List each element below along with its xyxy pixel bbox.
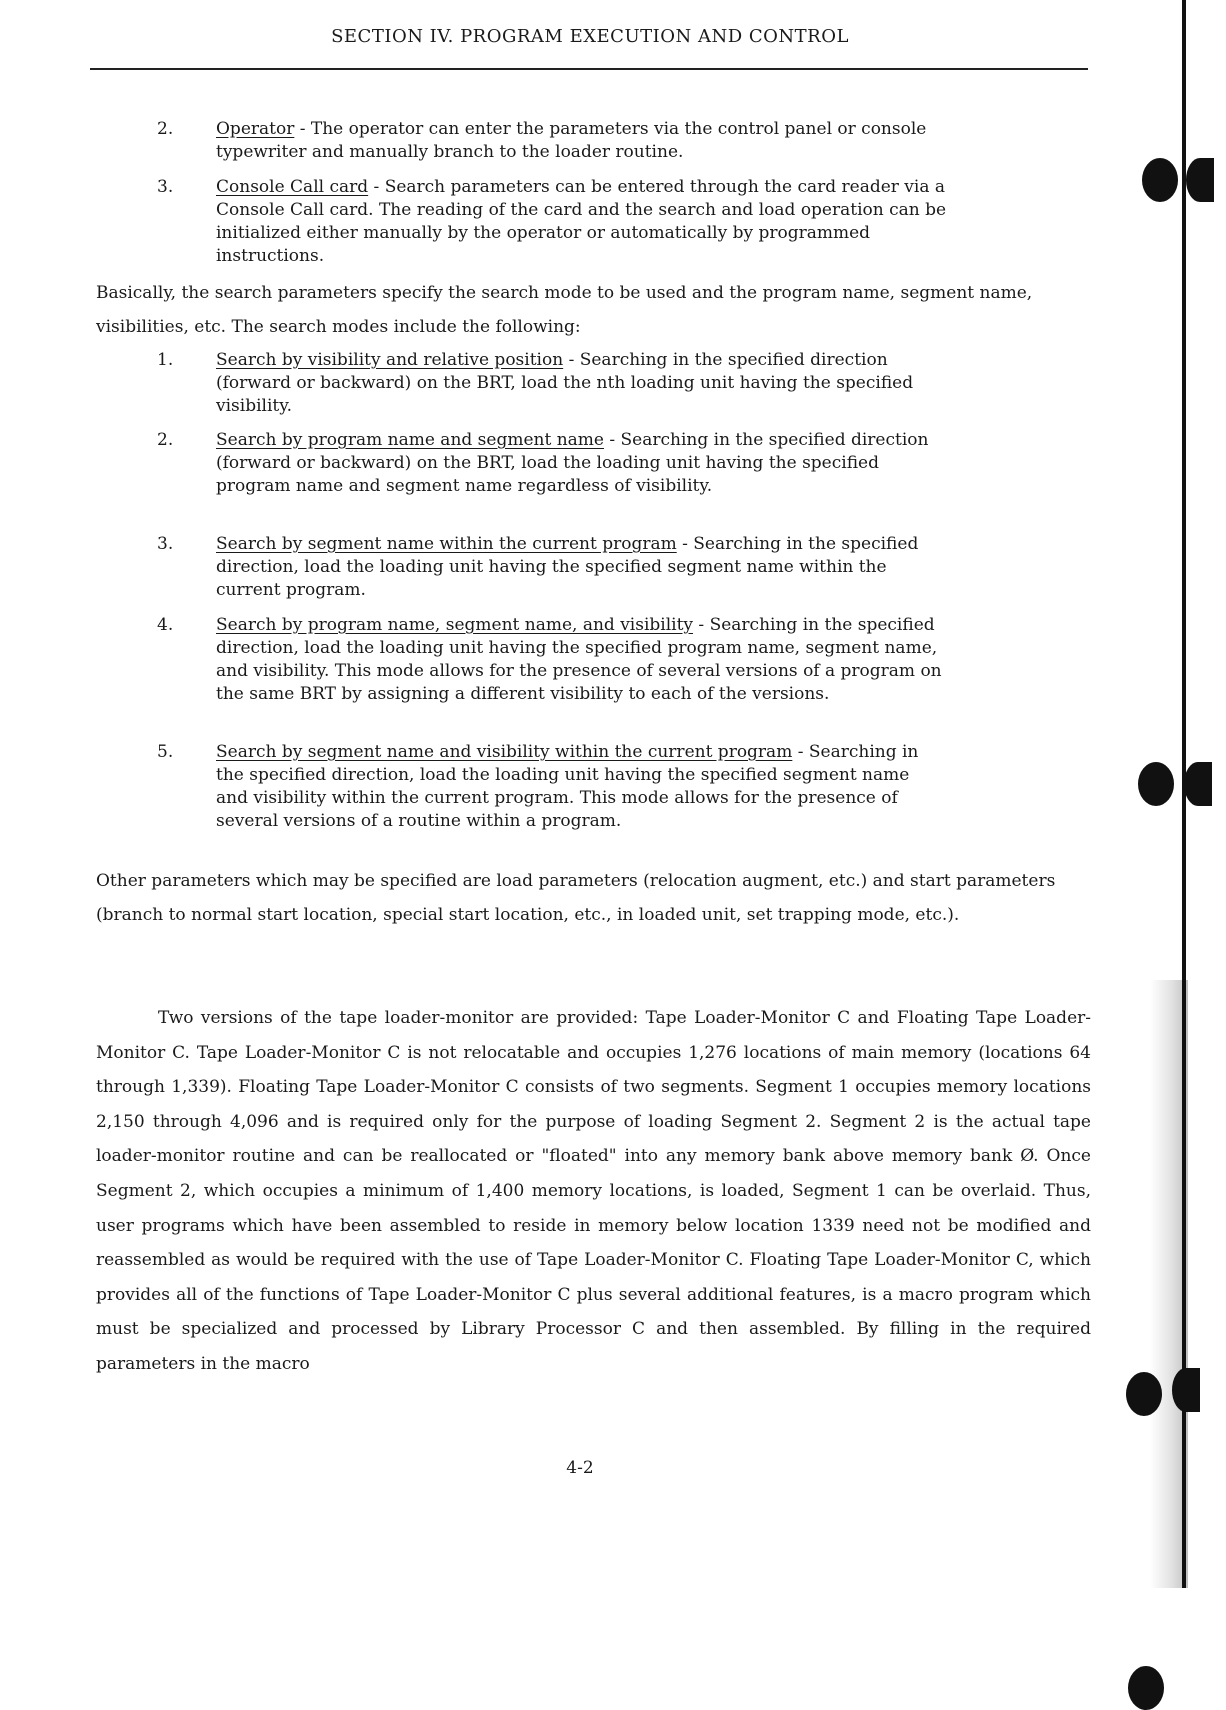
list-item-text: - Searching in the specified direction, load the loading unit having the specified segment name and visibility within the current program. This mode allows for the presence of several versions of a routine within a program. — [216, 742, 919, 831]
search-intro-paragraph — [96, 276, 1081, 344]
list-item-body — [216, 349, 941, 418]
other-parameters-paragraph — [96, 864, 1081, 932]
list-item-title: Search by program name and segment name — [216, 430, 604, 450]
list-item-text: - Searching in the specified direction (forward or backward) on the BRT, load the loading unit having the specified program name and segment name regardless of visibility. — [216, 430, 929, 496]
binder-hole-icon — [1126, 1372, 1162, 1416]
list-item-number: 5. — [157, 742, 174, 762]
list-item-text: - Searching in the specified direction, load the loading unit having the specified segment name within the current program. — [216, 534, 919, 600]
list-item-number: 1. — [157, 350, 174, 370]
list-item-body — [216, 429, 941, 498]
list-item-text: - Searching in the specified direction (forward or backward) on the BRT, load the nth loading unit having the specified visibility. — [216, 350, 914, 416]
list-item-text: - Searching in the specified direction, load the loading unit having the specified program name, segment name, and visibility. This mode allows for the presence of several versions of a program on the same BRT by assigning a different visibility to each of the versions. — [216, 615, 942, 704]
list-item-title: Search by visibility and relative position — [216, 350, 564, 370]
binder-hole-icon — [1184, 762, 1212, 806]
list-item-number: 3. — [157, 177, 174, 197]
search-intro-text: Basically, the search parameters specify the search mode to be used and the program name, segment name, visibilities, etc. The search modes include the following: — [96, 283, 1033, 337]
section-header: SECTION IV. PROGRAM EXECUTION AND CONTROL — [331, 26, 849, 47]
list-item-number: 2. — [157, 430, 174, 450]
list-item-body — [216, 614, 946, 706]
list-item-title: Search by segment name and visibility within the current program — [216, 742, 793, 762]
list-item-text: - Search parameters can be entered through the card reader via a Console Call card. The reading of the card and the search and load operation can be initialized either manually by the operator or automatically by programmed instructions. — [216, 177, 947, 266]
list-item-number: 4. — [157, 615, 174, 635]
other-parameters-text: Other parameters which may be specified are load parameters (relocation augment, etc.) and start parameters (branch to normal start location, special start location, etc., in loaded unit, set trapping mode, etc.). — [96, 871, 1056, 925]
page-number: 4-2 — [566, 1458, 594, 1478]
list-item-text: - The operator can enter the parameters via the control panel or console typewriter and manually branch to the loader routine. — [216, 119, 927, 162]
binder-hole-icon — [1186, 158, 1214, 202]
binder-hole-icon — [1142, 158, 1178, 202]
list-item-title: Operator — [216, 119, 295, 139]
binder-hole-icon — [1128, 1666, 1164, 1710]
header-rule — [90, 68, 1088, 70]
list-item-title: Search by segment name within the current program — [216, 534, 677, 554]
list-item-title: Console Call card — [216, 177, 369, 197]
list-item-number: 2. — [157, 119, 174, 139]
list-item-body — [216, 533, 946, 602]
list-item-body — [216, 118, 956, 164]
list-item-number: 3. — [157, 534, 174, 554]
binder-hole-icon — [1138, 762, 1174, 806]
list-item-body — [216, 741, 926, 833]
versions-paragraph — [96, 1001, 1091, 1382]
versions-text: Two versions of the tape loader-monitor are provided: Tape Loader-Monitor C and Floating Tape Loader-Monitor C. Tape Loader-Monitor C is not relocatable and occupies 1,276 locations of main memory (locations 64 through 1,339). Floating Tape Loader-Monitor C consists of two segments. Segment 1 occupies memory locations 2,150 through 4,096 and is required only for the purpose of loading Segment 2. Segment 2 is the actual tape loader-monitor routine and can be reallocated or "floated" into any memory bank above memory bank Ø. Once Segment 2, which occupies a minimum of 1,400 memory locations, is loaded, Segment 1 can be overlaid. Thus, user programs which have been assembled to reside in memory below location 1339 need not be modified and reassembled as would be required with the use of Tape Loader-Monitor C. Floating Tape Loader-Monitor C, which provides all of the functions of Tape Loader-Monitor C plus several additional features, is a macro program which must be specialized and processed by Library Processor C and then assembled. By filling in the required parameters in the macro — [96, 1008, 1091, 1374]
list-item-body — [216, 176, 961, 268]
list-item-title: Search by program name, segment name, and visibility — [216, 615, 694, 635]
binder-hole-icon — [1172, 1368, 1200, 1412]
